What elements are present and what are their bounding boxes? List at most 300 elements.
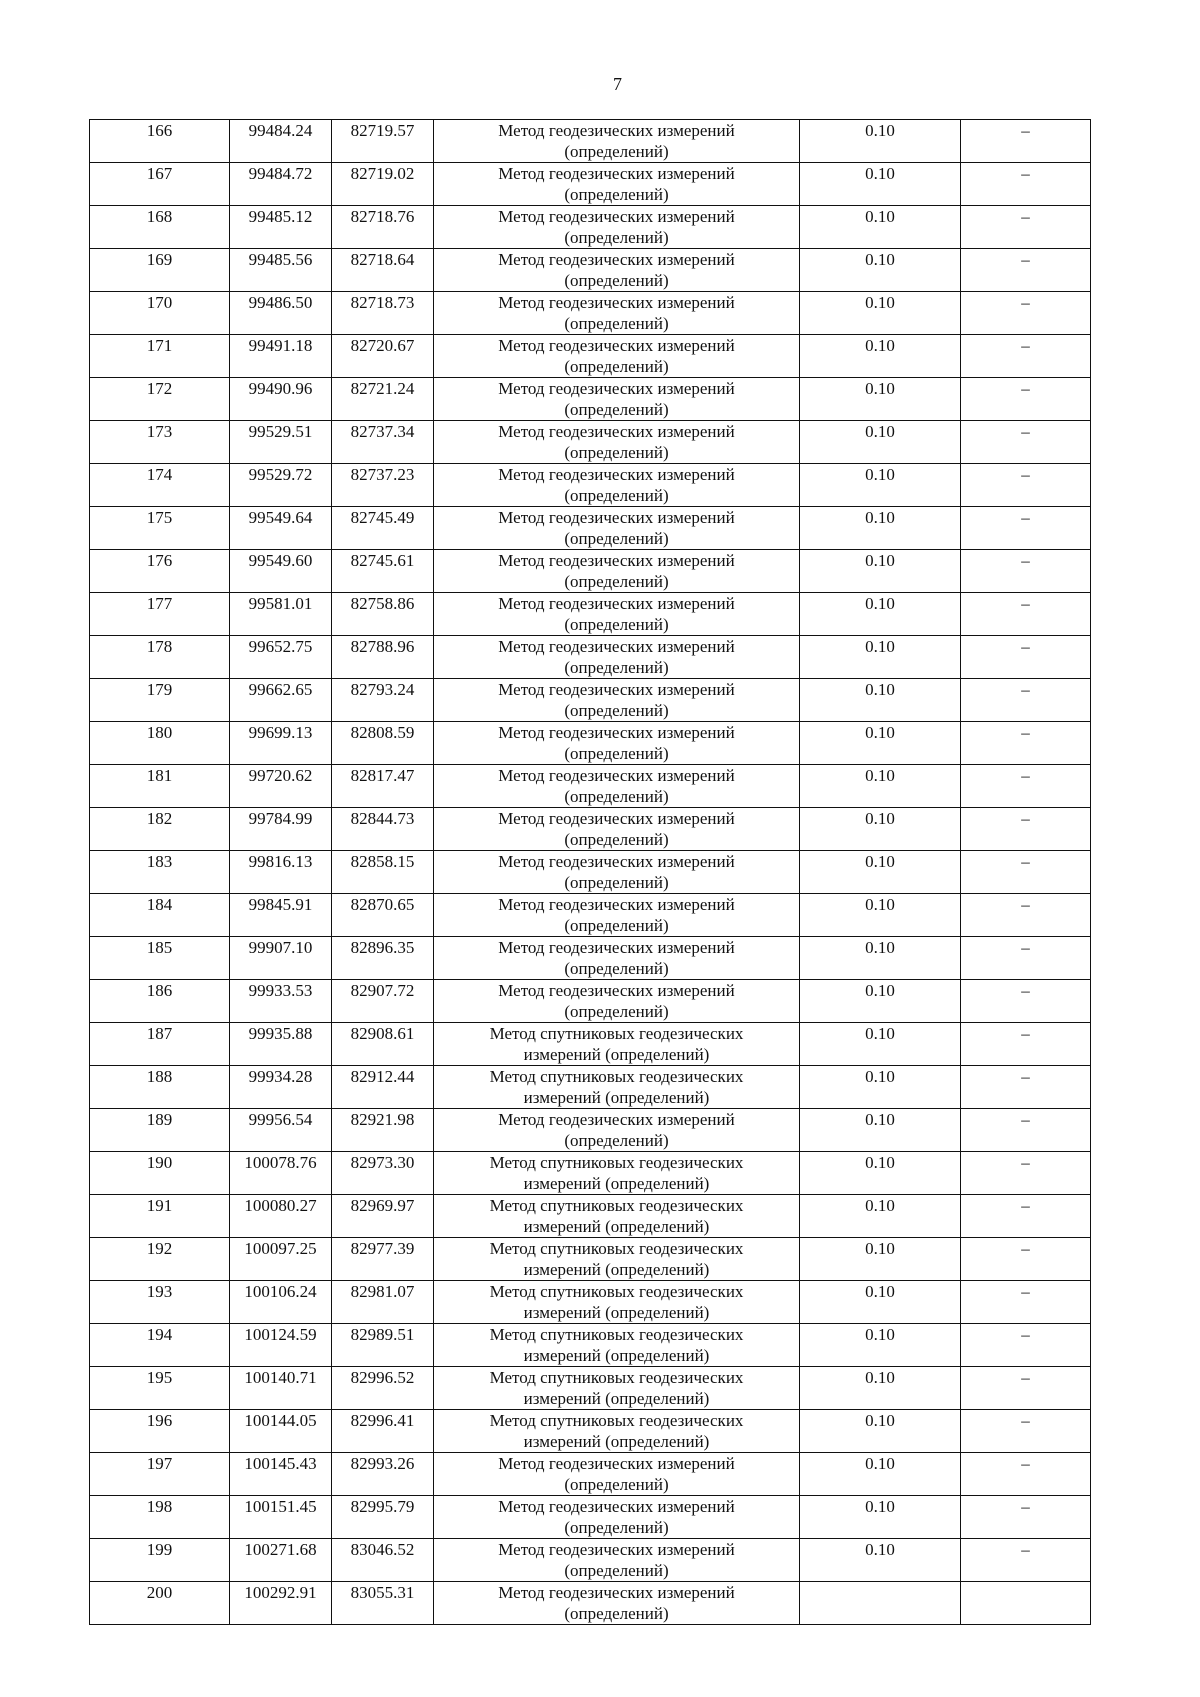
description-cell: – bbox=[961, 937, 1091, 980]
method-cell bbox=[434, 1238, 800, 1281]
accuracy-cell: 0.10 bbox=[800, 1109, 961, 1152]
x-coordinate-cell: 99845.91 bbox=[230, 894, 332, 937]
x-coordinate-cell: 100145.43 bbox=[230, 1453, 332, 1496]
table-row bbox=[90, 593, 1091, 636]
method-cell bbox=[434, 550, 800, 593]
description-cell: – bbox=[961, 1195, 1091, 1238]
description-cell: – bbox=[961, 722, 1091, 765]
method-line-2: (определений) bbox=[564, 1475, 669, 1494]
point-number-cell: 185 bbox=[90, 937, 230, 980]
y-coordinate-cell: 82870.65 bbox=[332, 894, 434, 937]
y-coordinate-cell: 82921.98 bbox=[332, 1109, 434, 1152]
x-coordinate-cell: 99549.64 bbox=[230, 507, 332, 550]
accuracy-cell: 0.10 bbox=[800, 421, 961, 464]
description-cell: – bbox=[961, 808, 1091, 851]
x-coordinate-cell: 99486.50 bbox=[230, 292, 332, 335]
description-cell: – bbox=[961, 507, 1091, 550]
x-coordinate-cell: 99490.96 bbox=[230, 378, 332, 421]
method-line-1: Метод геодезических измерений bbox=[498, 465, 735, 484]
x-coordinate-cell: 100106.24 bbox=[230, 1281, 332, 1324]
point-number-cell: 193 bbox=[90, 1281, 230, 1324]
point-number-cell: 184 bbox=[90, 894, 230, 937]
method-cell bbox=[434, 1453, 800, 1496]
table-row bbox=[90, 1582, 1091, 1625]
y-coordinate-cell: 82969.97 bbox=[332, 1195, 434, 1238]
method-cell bbox=[434, 120, 800, 163]
method-line-2: (определений) bbox=[564, 787, 669, 806]
method-cell bbox=[434, 636, 800, 679]
method-line-1: Метод геодезических измерений bbox=[498, 981, 735, 1000]
method-line-2: измерений (определений) bbox=[523, 1217, 710, 1236]
accuracy-cell: 0.10 bbox=[800, 163, 961, 206]
table-row bbox=[90, 636, 1091, 679]
accuracy-cell: 0.10 bbox=[800, 1195, 961, 1238]
x-coordinate-cell: 99935.88 bbox=[230, 1023, 332, 1066]
point-number-cell: 190 bbox=[90, 1152, 230, 1195]
table-row bbox=[90, 206, 1091, 249]
table-row bbox=[90, 765, 1091, 808]
table-row bbox=[90, 335, 1091, 378]
method-line-1: Метод геодезических измерений bbox=[498, 336, 735, 355]
method-line-2: (определений) bbox=[564, 658, 669, 677]
method-cell bbox=[434, 1281, 800, 1324]
table-row bbox=[90, 1066, 1091, 1109]
description-cell: – bbox=[961, 1238, 1091, 1281]
method-line-2: (определений) bbox=[564, 1604, 669, 1623]
method-cell bbox=[434, 1539, 800, 1582]
method-cell bbox=[434, 1496, 800, 1539]
method-cell bbox=[434, 1410, 800, 1453]
description-cell: – bbox=[961, 1152, 1091, 1195]
table-row bbox=[90, 808, 1091, 851]
x-coordinate-cell: 99484.24 bbox=[230, 120, 332, 163]
y-coordinate-cell: 82981.07 bbox=[332, 1281, 434, 1324]
accuracy-cell: 0.10 bbox=[800, 206, 961, 249]
accuracy-cell: 0.10 bbox=[800, 507, 961, 550]
method-line-1: Метод геодезических измерений bbox=[498, 121, 735, 140]
accuracy-cell: 0.10 bbox=[800, 937, 961, 980]
method-line-1: Метод спутниковых геодезических bbox=[489, 1282, 744, 1301]
description-cell: – bbox=[961, 1367, 1091, 1410]
method-line-1: Метод геодезических измерений bbox=[498, 852, 735, 871]
y-coordinate-cell: 82996.41 bbox=[332, 1410, 434, 1453]
description-cell: – bbox=[961, 163, 1091, 206]
method-line-2: (определений) bbox=[564, 314, 669, 333]
method-line-2: (определений) bbox=[564, 701, 669, 720]
table-row bbox=[90, 937, 1091, 980]
table-row bbox=[90, 1195, 1091, 1238]
method-cell bbox=[434, 507, 800, 550]
point-number-cell: 175 bbox=[90, 507, 230, 550]
description-cell: – bbox=[961, 894, 1091, 937]
x-coordinate-cell: 100292.91 bbox=[230, 1582, 332, 1625]
method-line-2: (определений) bbox=[564, 1131, 669, 1150]
description-cell: – bbox=[961, 335, 1091, 378]
method-line-2: измерений (определений) bbox=[523, 1088, 710, 1107]
method-line-1: Метод геодезических измерений bbox=[498, 594, 735, 613]
table-row bbox=[90, 894, 1091, 937]
method-cell bbox=[434, 464, 800, 507]
point-number-cell: 199 bbox=[90, 1539, 230, 1582]
description-cell: – bbox=[961, 1496, 1091, 1539]
method-cell bbox=[434, 163, 800, 206]
method-cell bbox=[434, 679, 800, 722]
x-coordinate-cell: 99784.99 bbox=[230, 808, 332, 851]
y-coordinate-cell: 82721.24 bbox=[332, 378, 434, 421]
accuracy-cell: 0.10 bbox=[800, 120, 961, 163]
method-cell bbox=[434, 894, 800, 937]
y-coordinate-cell: 82745.49 bbox=[332, 507, 434, 550]
y-coordinate-cell: 83055.31 bbox=[332, 1582, 434, 1625]
method-cell bbox=[434, 1109, 800, 1152]
description-cell: – bbox=[961, 249, 1091, 292]
table-row bbox=[90, 722, 1091, 765]
method-line-1: Метод геодезических измерений bbox=[498, 938, 735, 957]
method-cell bbox=[434, 335, 800, 378]
point-number-cell: 195 bbox=[90, 1367, 230, 1410]
x-coordinate-cell: 99907.10 bbox=[230, 937, 332, 980]
y-coordinate-cell: 82973.30 bbox=[332, 1152, 434, 1195]
table-row bbox=[90, 1410, 1091, 1453]
point-number-cell: 194 bbox=[90, 1324, 230, 1367]
y-coordinate-cell: 82808.59 bbox=[332, 722, 434, 765]
x-coordinate-cell: 99956.54 bbox=[230, 1109, 332, 1152]
table-body bbox=[90, 120, 1091, 1625]
table-row bbox=[90, 851, 1091, 894]
method-line-1: Метод спутниковых геодезических bbox=[489, 1411, 744, 1430]
table-row bbox=[90, 292, 1091, 335]
accuracy-cell: 0.10 bbox=[800, 464, 961, 507]
y-coordinate-cell: 82912.44 bbox=[332, 1066, 434, 1109]
table-row bbox=[90, 1238, 1091, 1281]
accuracy-cell: 0.10 bbox=[800, 1453, 961, 1496]
accuracy-cell: 0.10 bbox=[800, 851, 961, 894]
description-cell: – bbox=[961, 980, 1091, 1023]
y-coordinate-cell: 82817.47 bbox=[332, 765, 434, 808]
point-number-cell: 174 bbox=[90, 464, 230, 507]
method-cell bbox=[434, 808, 800, 851]
y-coordinate-cell: 82977.39 bbox=[332, 1238, 434, 1281]
method-line-2: (определений) bbox=[564, 400, 669, 419]
x-coordinate-cell: 100080.27 bbox=[230, 1195, 332, 1238]
point-number-cell: 191 bbox=[90, 1195, 230, 1238]
method-line-2: (определений) bbox=[564, 744, 669, 763]
x-coordinate-cell: 99581.01 bbox=[230, 593, 332, 636]
x-coordinate-cell: 99699.13 bbox=[230, 722, 332, 765]
method-cell bbox=[434, 1195, 800, 1238]
method-line-1: Метод спутниковых геодезических bbox=[489, 1067, 744, 1086]
method-line-1: Метод геодезических измерений bbox=[498, 164, 735, 183]
y-coordinate-cell: 82995.79 bbox=[332, 1496, 434, 1539]
x-coordinate-cell: 99485.56 bbox=[230, 249, 332, 292]
y-coordinate-cell: 82907.72 bbox=[332, 980, 434, 1023]
method-line-1: Метод геодезических измерений bbox=[498, 1110, 735, 1129]
method-line-2: измерений (определений) bbox=[523, 1260, 710, 1279]
method-line-2: (определений) bbox=[564, 1518, 669, 1537]
method-line-1: Метод геодезических измерений bbox=[498, 293, 735, 312]
x-coordinate-cell: 99529.51 bbox=[230, 421, 332, 464]
method-line-1: Метод спутниковых геодезических bbox=[489, 1325, 744, 1344]
description-cell: – bbox=[961, 120, 1091, 163]
description-cell: – bbox=[961, 679, 1091, 722]
method-line-2: (определений) bbox=[564, 357, 669, 376]
accuracy-cell: 0.10 bbox=[800, 249, 961, 292]
method-line-1: Метод геодезических измерений bbox=[498, 250, 735, 269]
point-number-cell: 183 bbox=[90, 851, 230, 894]
page-number: 7 bbox=[613, 74, 622, 94]
method-line-2: (определений) bbox=[564, 529, 669, 548]
table-row bbox=[90, 163, 1091, 206]
method-line-1: Метод спутниковых геодезических bbox=[489, 1024, 744, 1043]
description-cell: – bbox=[961, 765, 1091, 808]
accuracy-cell: 0.10 bbox=[800, 679, 961, 722]
y-coordinate-cell: 82788.96 bbox=[332, 636, 434, 679]
table-row bbox=[90, 550, 1091, 593]
accuracy-cell: 0.10 bbox=[800, 636, 961, 679]
x-coordinate-cell: 100097.25 bbox=[230, 1238, 332, 1281]
accuracy-cell: 0.10 bbox=[800, 1152, 961, 1195]
description-cell: – bbox=[961, 1066, 1091, 1109]
table-row bbox=[90, 249, 1091, 292]
point-number-cell: 181 bbox=[90, 765, 230, 808]
point-number-cell: 168 bbox=[90, 206, 230, 249]
method-line-2: (определений) bbox=[564, 916, 669, 935]
method-line-1: Метод геодезических измерений bbox=[498, 637, 735, 656]
description-cell bbox=[961, 1582, 1091, 1625]
method-cell bbox=[434, 249, 800, 292]
accuracy-cell: 0.10 bbox=[800, 1367, 961, 1410]
accuracy-cell: 0.10 bbox=[800, 1238, 961, 1281]
y-coordinate-cell: 82989.51 bbox=[332, 1324, 434, 1367]
table-row bbox=[90, 1023, 1091, 1066]
x-coordinate-cell: 100124.59 bbox=[230, 1324, 332, 1367]
point-number-cell: 198 bbox=[90, 1496, 230, 1539]
x-coordinate-cell: 99529.72 bbox=[230, 464, 332, 507]
description-cell: – bbox=[961, 1410, 1091, 1453]
accuracy-cell bbox=[800, 1582, 961, 1625]
method-line-1: Метод спутниковых геодезических bbox=[489, 1368, 744, 1387]
method-line-2: (определений) bbox=[564, 1561, 669, 1580]
method-line-1: Метод спутниковых геодезических bbox=[489, 1153, 744, 1172]
accuracy-cell: 0.10 bbox=[800, 335, 961, 378]
method-line-1: Метод геодезических измерений bbox=[498, 1497, 735, 1516]
point-number-cell: 180 bbox=[90, 722, 230, 765]
table-row bbox=[90, 980, 1091, 1023]
method-line-1: Метод геодезических измерений bbox=[498, 1540, 735, 1559]
description-cell: – bbox=[961, 593, 1091, 636]
accuracy-cell: 0.10 bbox=[800, 765, 961, 808]
method-line-1: Метод геодезических измерений bbox=[498, 723, 735, 742]
method-line-1: Метод геодезических измерений bbox=[498, 809, 735, 828]
point-number-cell: 197 bbox=[90, 1453, 230, 1496]
point-number-cell: 167 bbox=[90, 163, 230, 206]
accuracy-cell: 0.10 bbox=[800, 1496, 961, 1539]
x-coordinate-cell: 100078.76 bbox=[230, 1152, 332, 1195]
accuracy-cell: 0.10 bbox=[800, 808, 961, 851]
accuracy-cell: 0.10 bbox=[800, 1023, 961, 1066]
x-coordinate-cell: 100151.45 bbox=[230, 1496, 332, 1539]
method-line-1: Метод геодезических измерений bbox=[498, 207, 735, 226]
description-cell: – bbox=[961, 636, 1091, 679]
x-coordinate-cell: 99934.28 bbox=[230, 1066, 332, 1109]
table-row bbox=[90, 1152, 1091, 1195]
point-number-cell: 187 bbox=[90, 1023, 230, 1066]
table-row bbox=[90, 421, 1091, 464]
method-line-2: (определений) bbox=[564, 142, 669, 161]
table-row bbox=[90, 1539, 1091, 1582]
method-line-2: (определений) bbox=[564, 486, 669, 505]
description-cell: – bbox=[961, 1453, 1091, 1496]
method-line-2: (определений) bbox=[564, 959, 669, 978]
point-number-cell: 189 bbox=[90, 1109, 230, 1152]
y-coordinate-cell: 82718.76 bbox=[332, 206, 434, 249]
description-cell: – bbox=[961, 1281, 1091, 1324]
description-cell: – bbox=[961, 421, 1091, 464]
description-cell: – bbox=[961, 292, 1091, 335]
y-coordinate-cell: 82720.67 bbox=[332, 335, 434, 378]
method-line-2: (определений) bbox=[564, 615, 669, 634]
method-line-2: (определений) bbox=[564, 271, 669, 290]
accuracy-cell: 0.10 bbox=[800, 292, 961, 335]
y-coordinate-cell: 82718.73 bbox=[332, 292, 434, 335]
method-cell bbox=[434, 937, 800, 980]
point-number-cell: 171 bbox=[90, 335, 230, 378]
accuracy-cell: 0.10 bbox=[800, 980, 961, 1023]
point-number-cell: 179 bbox=[90, 679, 230, 722]
x-coordinate-cell: 100140.71 bbox=[230, 1367, 332, 1410]
point-number-cell: 196 bbox=[90, 1410, 230, 1453]
method-line-1: Метод геодезических измерений bbox=[498, 1583, 735, 1602]
method-line-2: (определений) bbox=[564, 873, 669, 892]
table-row bbox=[90, 1496, 1091, 1539]
x-coordinate-cell: 100144.05 bbox=[230, 1410, 332, 1453]
x-coordinate-cell: 100271.68 bbox=[230, 1539, 332, 1582]
y-coordinate-cell: 83046.52 bbox=[332, 1539, 434, 1582]
table-row bbox=[90, 1281, 1091, 1324]
accuracy-cell: 0.10 bbox=[800, 1539, 961, 1582]
table-row bbox=[90, 464, 1091, 507]
description-cell: – bbox=[961, 464, 1091, 507]
y-coordinate-cell: 82996.52 bbox=[332, 1367, 434, 1410]
y-coordinate-cell: 82758.86 bbox=[332, 593, 434, 636]
description-cell: – bbox=[961, 550, 1091, 593]
table-row bbox=[90, 378, 1091, 421]
method-line-1: Метод спутниковых геодезических bbox=[489, 1196, 744, 1215]
method-cell bbox=[434, 1367, 800, 1410]
description-cell: – bbox=[961, 378, 1091, 421]
method-cell bbox=[434, 1023, 800, 1066]
x-coordinate-cell: 99549.60 bbox=[230, 550, 332, 593]
method-line-2: измерений (определений) bbox=[523, 1174, 710, 1193]
method-cell bbox=[434, 1066, 800, 1109]
method-line-2: (определений) bbox=[564, 443, 669, 462]
method-cell bbox=[434, 1324, 800, 1367]
point-number-cell: 170 bbox=[90, 292, 230, 335]
x-coordinate-cell: 99484.72 bbox=[230, 163, 332, 206]
method-cell bbox=[434, 765, 800, 808]
table-row bbox=[90, 507, 1091, 550]
y-coordinate-cell: 82737.34 bbox=[332, 421, 434, 464]
table-row bbox=[90, 679, 1091, 722]
point-number-cell: 186 bbox=[90, 980, 230, 1023]
point-number-cell: 200 bbox=[90, 1582, 230, 1625]
method-cell bbox=[434, 1582, 800, 1625]
y-coordinate-cell: 82718.64 bbox=[332, 249, 434, 292]
point-number-cell: 173 bbox=[90, 421, 230, 464]
x-coordinate-cell: 99652.75 bbox=[230, 636, 332, 679]
x-coordinate-cell: 99485.12 bbox=[230, 206, 332, 249]
table-row bbox=[90, 1109, 1091, 1152]
x-coordinate-cell: 99720.62 bbox=[230, 765, 332, 808]
description-cell: – bbox=[961, 1539, 1091, 1582]
method-line-2: измерений (определений) bbox=[523, 1389, 710, 1408]
x-coordinate-cell: 99933.53 bbox=[230, 980, 332, 1023]
method-line-2: (определений) bbox=[564, 830, 669, 849]
coordinates-table bbox=[89, 119, 1091, 1625]
method-cell bbox=[434, 980, 800, 1023]
point-number-cell: 192 bbox=[90, 1238, 230, 1281]
method-line-1: Метод геодезических измерений bbox=[498, 895, 735, 914]
y-coordinate-cell: 82844.73 bbox=[332, 808, 434, 851]
accuracy-cell: 0.10 bbox=[800, 1281, 961, 1324]
point-number-cell: 169 bbox=[90, 249, 230, 292]
y-coordinate-cell: 82908.61 bbox=[332, 1023, 434, 1066]
method-line-2: (определений) bbox=[564, 185, 669, 204]
accuracy-cell: 0.10 bbox=[800, 894, 961, 937]
description-cell: – bbox=[961, 206, 1091, 249]
point-number-cell: 177 bbox=[90, 593, 230, 636]
y-coordinate-cell: 82719.57 bbox=[332, 120, 434, 163]
method-cell bbox=[434, 722, 800, 765]
method-line-1: Метод геодезических измерений bbox=[498, 1454, 735, 1473]
x-coordinate-cell: 99816.13 bbox=[230, 851, 332, 894]
x-coordinate-cell: 99491.18 bbox=[230, 335, 332, 378]
y-coordinate-cell: 82719.02 bbox=[332, 163, 434, 206]
y-coordinate-cell: 82745.61 bbox=[332, 550, 434, 593]
accuracy-cell: 0.10 bbox=[800, 1324, 961, 1367]
table-row bbox=[90, 1453, 1091, 1496]
accuracy-cell: 0.10 bbox=[800, 378, 961, 421]
method-line-2: измерений (определений) bbox=[523, 1432, 710, 1451]
method-cell bbox=[434, 851, 800, 894]
method-line-2: измерений (определений) bbox=[523, 1045, 710, 1064]
method-cell bbox=[434, 378, 800, 421]
description-cell: – bbox=[961, 851, 1091, 894]
accuracy-cell: 0.10 bbox=[800, 550, 961, 593]
accuracy-cell: 0.10 bbox=[800, 593, 961, 636]
method-line-1: Метод геодезических измерений bbox=[498, 508, 735, 527]
x-coordinate-cell: 99662.65 bbox=[230, 679, 332, 722]
method-line-2: (определений) bbox=[564, 572, 669, 591]
point-number-cell: 172 bbox=[90, 378, 230, 421]
point-number-cell: 178 bbox=[90, 636, 230, 679]
method-line-2: измерений (определений) bbox=[523, 1303, 710, 1322]
point-number-cell: 182 bbox=[90, 808, 230, 851]
table-row bbox=[90, 120, 1091, 163]
table-row bbox=[90, 1324, 1091, 1367]
method-line-1: Метод геодезических измерений bbox=[498, 766, 735, 785]
accuracy-cell: 0.10 bbox=[800, 722, 961, 765]
point-number-cell: 166 bbox=[90, 120, 230, 163]
accuracy-cell: 0.10 bbox=[800, 1066, 961, 1109]
method-line-1: Метод геодезических измерений bbox=[498, 551, 735, 570]
description-cell: – bbox=[961, 1324, 1091, 1367]
point-number-cell: 188 bbox=[90, 1066, 230, 1109]
y-coordinate-cell: 82896.35 bbox=[332, 937, 434, 980]
method-line-1: Метод геодезических измерений bbox=[498, 680, 735, 699]
method-cell bbox=[434, 421, 800, 464]
method-cell bbox=[434, 292, 800, 335]
